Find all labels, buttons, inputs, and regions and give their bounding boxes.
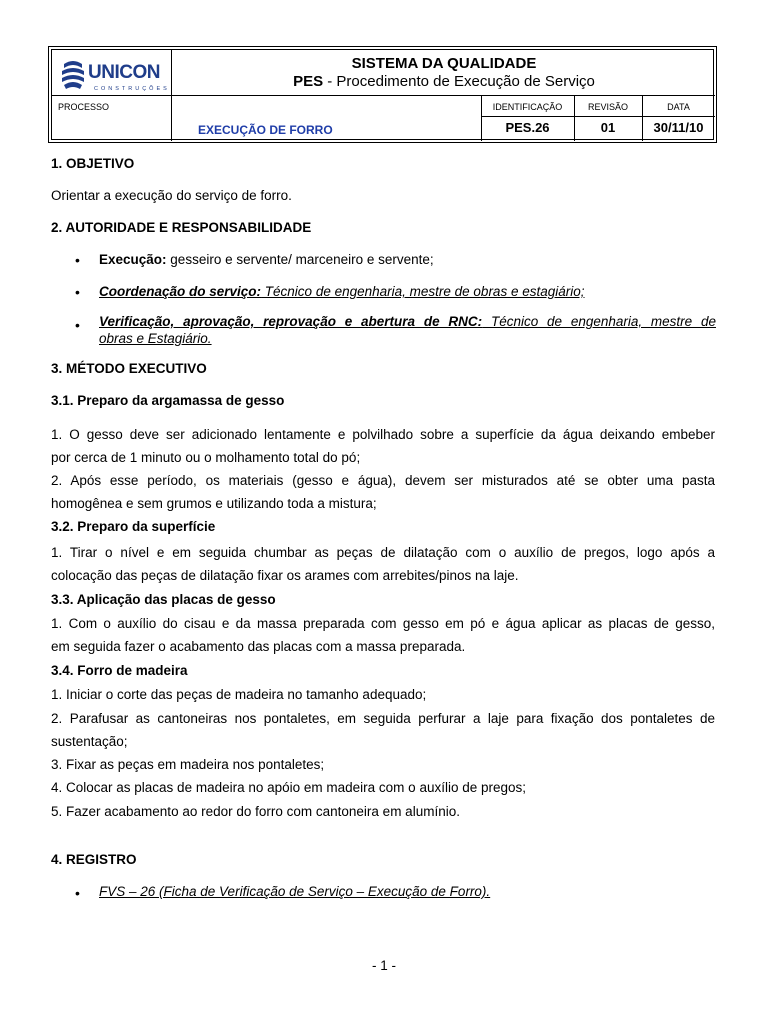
section-1-text: Orientar a execução do serviço de forro.	[51, 188, 292, 203]
page-number: - 1 -	[371, 958, 396, 973]
bullet-icon: •	[75, 317, 80, 333]
responsibility-key: Coordenação do serviço:	[99, 284, 262, 299]
responsibility-verification-cont: obras e Estagiário.	[99, 331, 212, 346]
date-label: DATA	[667, 102, 690, 112]
section-3-3-line-1: 1. Com o auxílio do cisau e da massa preparada com gesso em pó e água aplicar as placas de gesso,	[51, 616, 715, 631]
responsibility-key: Execução:	[99, 252, 167, 267]
responsibility-coordination	[99, 280, 585, 304]
date-value: 30/11/10	[653, 120, 704, 135]
company-logo	[58, 56, 174, 94]
document-type	[172, 73, 716, 90]
bullet-icon: •	[75, 252, 80, 268]
identification-label: IDENTIFICAÇÃO	[492, 102, 563, 112]
logo-waves-icon	[58, 58, 88, 94]
section-2-title: 2. AUTORIDADE E RESPONSABILIDADE	[51, 220, 312, 235]
section-3-4-line-2: 2. Parafusar as cantoneiras nos pontaletes, em seguida perfurar a laje para fixação dos pontaletes de	[51, 711, 715, 726]
responsibility-text: gesseiro e servente/ marceneiro e servente;	[166, 252, 434, 267]
process-label: PROCESSO	[58, 102, 110, 112]
responsibility-verification	[99, 313, 716, 330]
section-3-1-line-4: homogênea e sem grumos e utilizando toda a mistura;	[51, 496, 377, 511]
logo-subtext: CONSTRUÇÕES	[94, 86, 170, 92]
doc-type-code: PES	[293, 73, 324, 90]
bullet-icon: •	[75, 284, 80, 300]
process-value: EXECUÇÃO DE FORRO	[198, 123, 333, 137]
section-1-title: 1. OBJETIVO	[51, 156, 135, 171]
responsibility-text: Técnico de engenharia, mestre de	[482, 314, 716, 329]
responsibility-key: Verificação, aprovação, reprovação e abertura de RNC:	[99, 314, 483, 329]
logo-text: UNICON	[88, 62, 160, 83]
section-3-3-title: 3.3. Aplicação das placas de gesso	[51, 592, 276, 607]
section-3-1-line-1: 1. O gesso deve ser adicionado lentamente e polvilhado sobre a superfície da água deixando embeber	[51, 427, 715, 442]
responsibility-execution	[99, 248, 434, 272]
document-header	[48, 46, 717, 143]
revision-label: REVISÃO	[587, 102, 628, 112]
section-3-2-line-1: 1. Tirar o nível e em seguida chumbar as peças de dilatação com o auxílio de pregos, logo após a	[51, 545, 715, 560]
section-3-2-line-2: colocação das peças de dilatação fixar os arames com arrebites/pinos na laje.	[51, 568, 519, 583]
section-3-4-line-1: 1. Iniciar o corte das peças de madeira no tamanho adequado;	[51, 687, 427, 702]
system-title: SISTEMA DA QUALIDADE	[351, 55, 537, 72]
record-fvs-26: FVS – 26 (Ficha de Verificação de Serviço – Execução de Forro).	[99, 884, 491, 899]
section-3-title: 3. MÉTODO EXECUTIVO	[51, 361, 207, 376]
section-3-4-line-3: sustentação;	[51, 734, 128, 749]
section-3-1-line-2: por cerca de 1 minuto ou o molhamento total do pó;	[51, 450, 361, 465]
bullet-icon: •	[75, 885, 80, 901]
doc-type-desc: - Procedimento de Execução de Serviço	[323, 73, 595, 90]
responsibility-text: Técnico de engenharia, mestre de obras e estagiário;	[261, 284, 585, 299]
section-3-1-title: 3.1. Preparo da argamassa de gesso	[51, 393, 285, 408]
identification-value: PES.26	[505, 120, 550, 135]
section-3-4-title: 3.4. Forro de madeira	[51, 663, 188, 678]
section-3-4-line-5: 4. Colocar as placas de madeira no apóio em madeira com o auxílio de pregos;	[51, 780, 527, 795]
section-3-1-line-3: 2. Após esse período, os materiais (gesso e água), devem ser misturados até se obter uma pasta	[51, 473, 715, 488]
section-3-3-line-2: em seguida fazer o acabamento das placas com a massa preparada.	[51, 639, 466, 654]
section-4-title: 4. REGISTRO	[51, 852, 137, 867]
section-3-4-line-4: 3. Fixar as peças em madeira nos pontaletes;	[51, 757, 325, 772]
revision-value: 01	[600, 120, 616, 135]
section-3-2-title: 3.2. Preparo da superfície	[51, 519, 216, 534]
section-3-4-line-6: 5. Fazer acabamento ao redor do forro com cantoneira em alumínio.	[51, 804, 460, 819]
